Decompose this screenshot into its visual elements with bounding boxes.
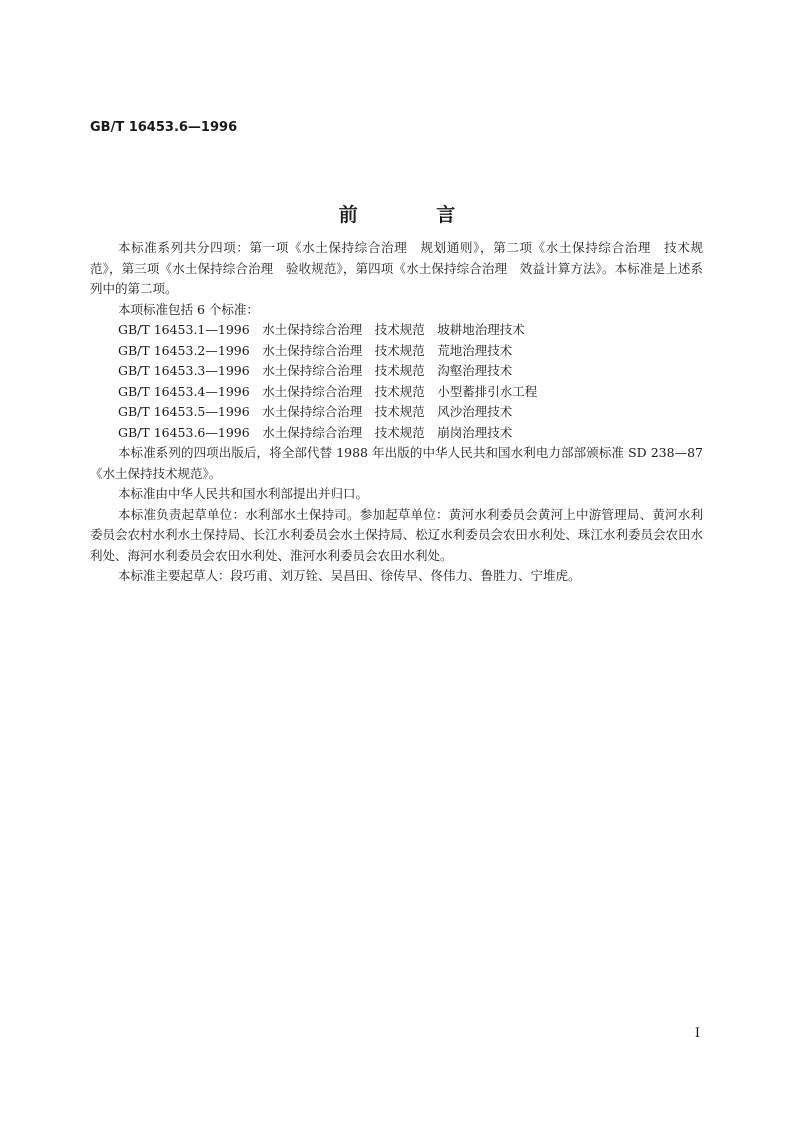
paragraph-standards-intro: 本项标准包括 6 个标准： [118, 301, 259, 317]
list-item: GB/T 16453.5—1996 水土保持综合治理 技术规范 风沙治理技术 [118, 404, 513, 419]
paragraph-drafters: 本标准主要起草人：段巧甫、刘万铨、吴昌田、徐传早、佟伟力、鲁胜力、宁堆虎。 [118, 568, 581, 583]
foreword-body [90, 238, 703, 587]
list-item: GB/T 16453.4—1996 水土保持综合治理 技术规范 小型蓄排引水工程 [118, 383, 538, 399]
paragraph-series-overview: 本标准系列共分四项：第一项《水土保持综合治理 规划通则》，第二项《水土保持综合治理 技术规范》，第三项《水土保持综合治理 验收规范》，第四项《水土保持综合治理 效益计算方法》。本标准是上述系列中的第二项。 [90, 240, 703, 296]
list-item: GB/T 16453.1—1996 水土保持综合治理 技术规范 坡耕地治理技术 [118, 322, 525, 337]
list-item: GB/T 16453.3—1996 水土保持综合治理 技术规范 沟壑治理技术 [118, 363, 513, 378]
page-title: 前 言 [338, 204, 492, 226]
list-item: GB/T 16453.6—1996 水土保持综合治理 技术规范 崩岗治理技术 [118, 424, 513, 440]
standard-code: GB/T 16453.6—1996 [90, 120, 238, 135]
page-number: I [694, 1026, 700, 1041]
paragraph-replacement: 本标准系列的四项出版后，将全部代替 1988 年出版的中华人民共和国水利电力部部颁标准 SD 238—87《水土保持技术规范》。 [90, 445, 703, 481]
paragraph-drafting-units: 本标准负责起草单位：水利部水土保持司。参加起草单位：黄河水利委员会黄河上中游管理局、黄河水利委员会农村水利水土保持局、长江水利委员会水土保持局、松辽水利委员会农田水利处、珠江水利委员会农田水利处、海河水利委员会农田水利处、淮河水利委员会农田水利处。 [90, 506, 703, 563]
paragraph-proposer: 本标准由中华人民共和国水利部提出并归口。 [118, 486, 369, 501]
standards-list [90, 320, 703, 443]
list-item: GB/T 16453.2—1996 水土保持综合治理 技术规范 荒地治理技术 [118, 342, 513, 358]
